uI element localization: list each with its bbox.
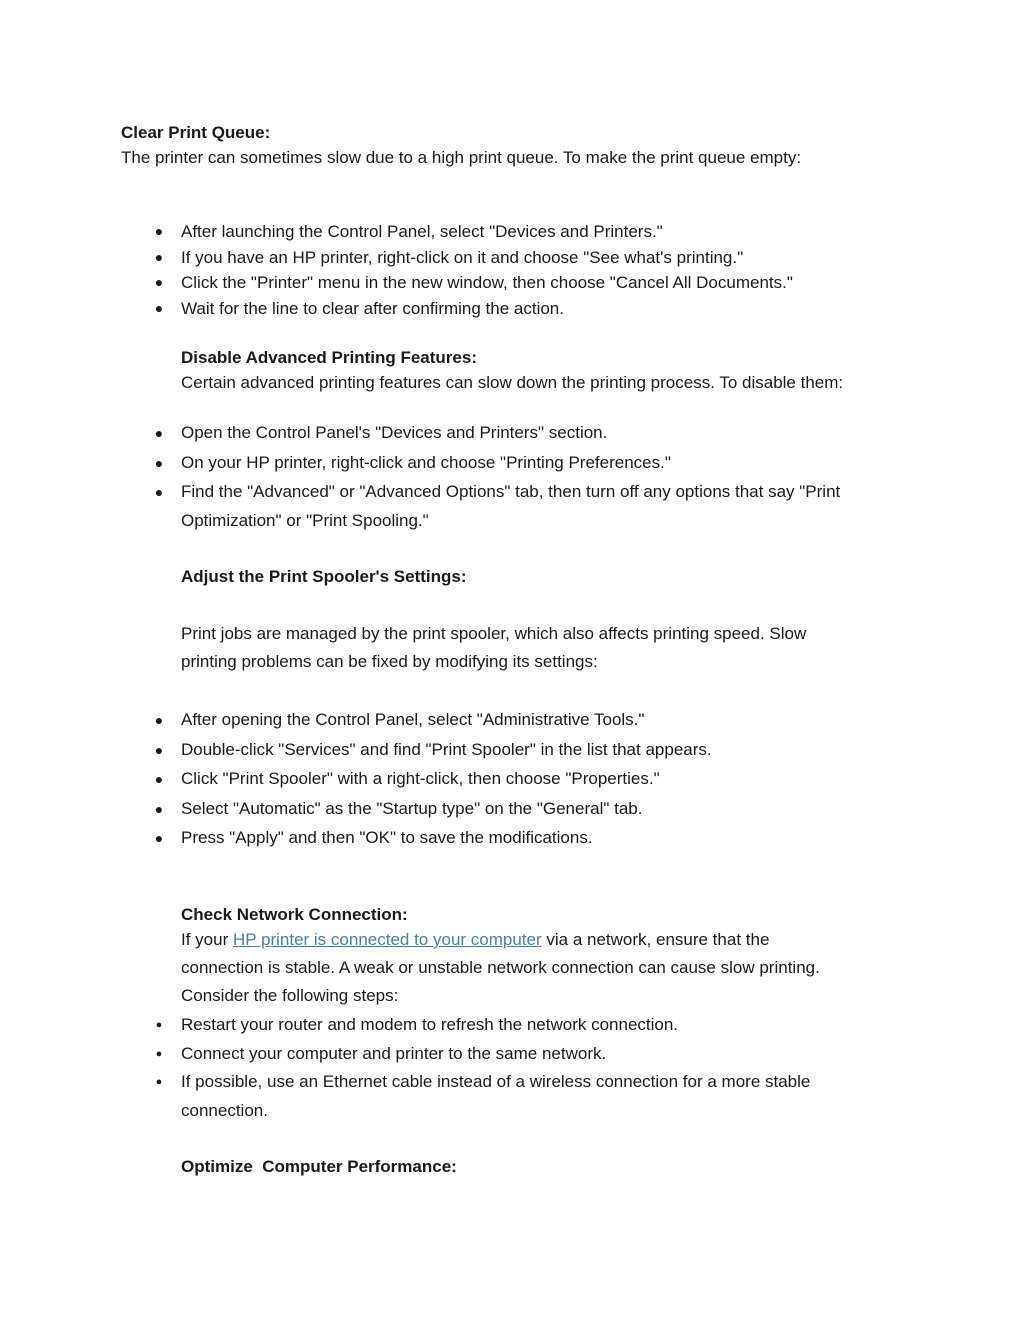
list-item-text: If possible, use an Ethernet cable instead of a wireless connection for a more stable connection. [181,1072,811,1120]
bullet-icon: ● [154,712,164,728]
clear-queue-steps [121,219,881,322]
bullet-icon: ● [154,800,164,817]
list-item-text: After opening the Control Panel, select "Administrative Tools." [181,710,645,729]
list-item [121,245,881,271]
list-item-text: On your HP printer, right-click and choose "Printing Preferences." [181,452,671,472]
bullet-icon: ● [155,1019,163,1031]
list-item [121,270,881,296]
list-item-text: Wait for the line to clear after confirming the action. [181,299,564,319]
bullet-icon: ● [154,274,164,291]
list-item [121,449,881,478]
list-item [121,706,881,735]
list-item-text: Click "Print Spooler" with a right-click, then choose "Properties." [181,769,660,788]
print-spooler-steps [121,706,881,854]
bullet-icon: ● [155,1047,163,1060]
bullet-icon: ● [155,1076,163,1088]
section-heading-clear-print-queue: Clear Print Queue: [121,123,271,142]
list-item-text: Press "Apply" and then "OK" to save the modifications. [181,828,593,847]
list-item [121,1011,881,1040]
bullet-icon: ● [154,830,164,846]
intro-text: If your [181,930,233,949]
intro-text: via a network, ensure that the [541,930,770,949]
list-item-text: If you have an HP printer, right-click on it and choose "See what's printing." [181,247,744,267]
section-intro-clear-print-queue: The printer can sometimes slow due to a high print queue. To make the print queue empty: [121,148,802,167]
section-heading-disable-advanced: Disable Advanced Printing Features: [181,348,477,367]
bullet-icon: ● [154,300,164,317]
section-intro-print-spooler-line-2: printing problems can be fixed by modifying its settings: [181,652,598,671]
section-intro-network-line-2: connection is stable. A weak or unstable network connection can cause slow printing. [181,958,820,977]
bullet-icon: ● [154,425,164,441]
section-intro-print-spooler-line-1: Print jobs are managed by the print spooler, which also affects printing speed. Slow [181,624,807,643]
bullet-icon: ● [154,248,164,265]
disable-advanced-steps [121,419,881,536]
bullet-icon: ● [154,223,164,239]
list-item-text: Connect your computer and printer to the same network. [181,1043,607,1063]
section-heading-print-spooler: Adjust the Print Spooler's Settings: [181,567,467,586]
list-item-text: Restart your router and modem to refresh the network connection. [181,1015,679,1034]
list-item [121,736,881,765]
list-item-text: Select "Automatic" as the "Startup type" on the "General" tab. [181,798,643,818]
bullet-icon: ● [154,771,164,787]
list-item [121,419,881,448]
network-steps [121,1011,881,1125]
section-heading-optimize: Optimize Computer Performance: [181,1157,457,1176]
bullet-icon: ● [154,741,164,758]
section-intro-network-line-1 [181,927,911,952]
list-item [121,478,861,535]
list-item [121,1068,871,1125]
section-heading-network: Check Network Connection: [181,905,408,924]
list-item-text: Click the "Printer" menu in the new window, then choose "Cancel All Documents." [181,273,793,293]
hp-printer-connected-link[interactable]: HP printer is connected to your computer [232,930,542,949]
bullet-icon: ● [154,484,164,500]
list-item-text: Open the Control Panel's "Devices and Printers" section. [181,423,608,442]
list-item [121,1040,881,1069]
list-item [121,219,881,245]
bullet-icon: ● [154,454,164,471]
list-item [121,296,881,322]
section-intro-disable-advanced: Certain advanced printing features can slow down the printing process. To disable them: [181,373,844,392]
section-intro-network-line-3: Consider the following steps: [181,986,399,1005]
list-item [121,795,881,824]
list-item-text: Double-click "Services" and find "Print Spooler" in the list that appears. [181,739,712,759]
list-item [121,824,881,853]
list-item [121,765,881,794]
list-item-text: After launching the Control Panel, select "Devices and Printers." [181,222,663,241]
list-item-text: Find the "Advanced" or "Advanced Options" tab, then turn off any options that say "Print Optimization" or "Print Spooling." [181,482,841,530]
